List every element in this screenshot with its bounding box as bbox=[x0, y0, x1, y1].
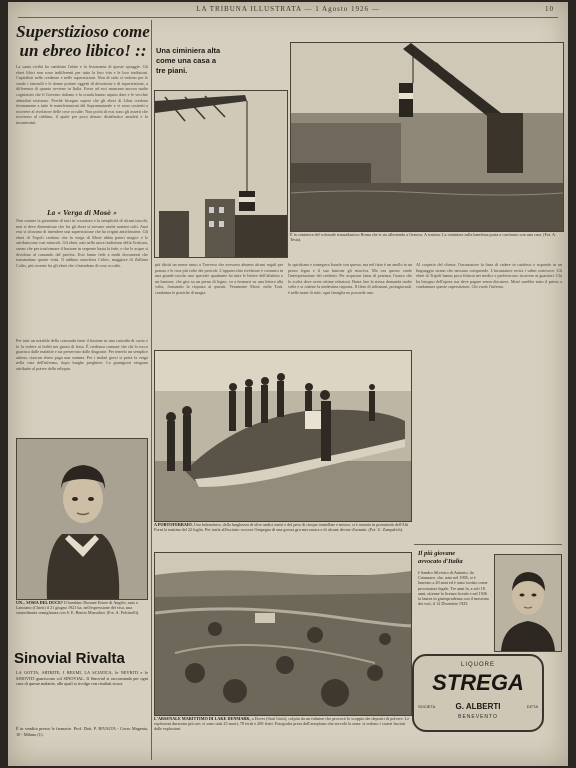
page-number: 10 bbox=[545, 5, 554, 13]
crane-chimney-illustration bbox=[155, 91, 287, 257]
strega-city: BENEVENTO bbox=[458, 714, 498, 720]
article-headline: Superstizioso come un ebreo libico! :: bbox=[16, 22, 150, 60]
whale-caption: A PORTOFERRAIO. Una balenottera, della lunghezza di oltre undici metri e del peso di cinque tonnellate e mezzo, si è arenata in prossimità dell'Alti Forni la mattina del 22 luglio. Per trarla all'asciutto occorse l'impegno di una grossa gru meccanica e di alcune decine d'uomini. (Fot. U. Zampalich). bbox=[154, 522, 409, 533]
sinovial-ad-title: Sinovial Rivalta bbox=[14, 650, 125, 667]
newspaper-page bbox=[8, 2, 568, 766]
article-body-2: Non ostante la giornalaia di tutti in vocazioni e la semplicità di alcuni trucchi, non si deve dimenticare che fra gli ebrei si trovano anche uomini colti. Anzi essi si sforzano di intendere una superstizione che ha origini antichissime. Gli ebrei di Tripoli credono che la verga di Mosè abbia poteri magici e le attribuiscono vari miracoli. Gli ebrei, nati nella sacra tradizione della Scrittura, sanno che per trasformare il bastone in serpente basta la fede, e che le acque si dividono al comando del profeta. Essi fanno fede a molti documenti che tramandano queste virtù. Il rabbino maschera Coltes, maggiore di Zalliner Coltis, più recente fra gli ebrei che s'intendono di cose occulte. bbox=[16, 218, 148, 268]
lake-denmark-photo bbox=[154, 552, 412, 716]
article-subhead: La « Verga di Mosè » bbox=[47, 210, 117, 217]
portrait-illustration bbox=[495, 555, 561, 651]
strega-maker: G. ALBERTI bbox=[455, 702, 501, 711]
column-rule bbox=[151, 20, 152, 760]
article-body-3: Per tutti un notabile della comunità tiene il bastone in una custodia di cuoio e lo fa vedere ai fedeli nei giorni di festa. È credenza comune che chi lo tocca guarisca dalle malattie e sia preservato dalle disgrazie. Per tenerlo un semplice attimo, ciascun ebreo paga una somma. Per i malati gravi si porta la verga nella casa dell'infermo, dopo lunghe preghiere. Le guarigioni vengono attribuite al potere della reliquia. bbox=[16, 338, 148, 371]
middle-col-2: lo spiritismo e rinnegava Israele con questo, ma nel fatto è un anello in un pezzo legno e il suo bastone gli riusciva. Ma ora questo vuole l'interpretazione dei credenti. Per acquistar fama di potenza, l'uomo che lo scolta deve avere ottime relazioni. Basta fare la stessa domanda molte volte e si ottiene la medesima risposta. Il libro di talismani, portagiornali, è nelle mani di tutti; ogni famiglia ne possiede uno. bbox=[288, 262, 412, 295]
boy-photo bbox=[16, 438, 148, 600]
article-body-1: La santa civiltà ha cambiato l'abito e la fisionomia di queste spiaggie. Gli ebrei libici non sono indifferenti per tutta la loro vita e le loro tradizioni. Capitalisti nelle credenze e nelle superstizioni. Non di rado si vedono per le strade i fanciulli e le donne portare oggetti di devozione e di superstizione, a differenza di quanto avviene in Italia. Forse ad essi mancano ancora molte cognizioni che il Governo italiano e la scuola hanno saputo dare e le vecchie abitudini resistono. Perchè bisogna sapere che gli ebrei di Libia credono fermamente a tutte le manifestazioni del Soprannaturale e vi sono costretti a ricorrere al rivelatore delle cose occulte. Non pochi di essi sono gli asserti che ricorrono al rabbino, il quale per poco denaro distribuisce amuleti e fa incantesimi. bbox=[16, 64, 148, 125]
lawyer-caption: è Sandro Silvestro di Antonio, da Catanzaro, che, nato nel 1905, si è laureato a 20 anni ed è stato iscritto come procuratore legale. Tre anni fa, a soli 18 anni, ottenne la licenza liceale e nel 1926 la laurea in giurisprudenza con il massimo dei voti, il 12 Dicembre 1925. bbox=[418, 570, 489, 607]
chimney-photo-left bbox=[154, 90, 288, 258]
chimney-photo-right bbox=[290, 42, 564, 232]
boy-illustration bbox=[17, 439, 147, 599]
harbor-crane-illustration bbox=[291, 43, 563, 231]
middle-col-1: più diritti un nome santo a Traverso che avessero almeno alcuni regali per pranzo e le rose più volte dei pericoli. L'apparecchio rivelatore è costruito in una grande tavola; uno speciale quadrante ha tutte le lettere dell'alfabeto e un bastone, che gira su un perno di legno, va a fermarsi su una lettera alla volta, formando la risposta ai quesiti. Veramente Mosè, nella Torà, condanna le pratiche di magia. bbox=[155, 262, 283, 295]
sinovial-ad-text: LA GOTTA, ARTRITE, I REUMI, LA SCIATICA, le NEVRITI e le SINOVITI guariscono col SINOVIAL. Il Sinovial si raccomanda per ogni cura di queste malattie, alle quali si rivolge con risultati sicuri. bbox=[16, 670, 148, 687]
whale-illustration bbox=[155, 351, 411, 521]
chimney-headline: Una ciminiera alta come una casa a tre piani. bbox=[156, 46, 221, 75]
lake-caption: L'ARSENALE MARITTIMO DI LAKE DENMARK, a Dover (Stati Uniti), colpito da un fulmine che provocò lo scoppio dei depositi di polvere. Le esplosioni durarono più ore; vi sono stati 25 morti, 78 feriti e 200 feriti. Fotografia presa dell'aeroplano che sorvolò la zona: si vedono i crateri lasciati dalle esplosioni. bbox=[154, 716, 410, 732]
boy-caption: UN... SOSIA DEL DUCE? Il bambino Durante Ettore di Angelo, nato a Lanciano (Chieti) il 21 giugno 1921 ha, nell'espressione del viso, una straordinaria somiglianza con S. E. Benito Mussolini. (Fot. A. Polcinelli). bbox=[16, 600, 140, 616]
lawyer-portrait bbox=[494, 554, 562, 652]
strega-brand: STREGA bbox=[432, 670, 524, 695]
page-header bbox=[18, 5, 558, 18]
right-col-text: Al cospetto del cliente, l'incantatore fa finta di cadere in catalessi e risponde in un linguaggio strano che nessuno comprende. L'incantatore recita i salmi sottovoce. Gli ebrei di Tripoli hanno poca fiducia nei medici e preferiscono ricorrere ai guaritori. Chi ha bisogno dell'opera sua deve pagare senza discutere. Mosè sarebbe stato il primo a condannare queste superstizioni. Chi vuole l'inferno. bbox=[416, 262, 562, 290]
lawyer-title: Il più giovane avvocato d'Italia bbox=[418, 550, 463, 565]
strega-ad bbox=[412, 654, 544, 732]
strega-left-label: SOCIETA bbox=[418, 704, 436, 709]
masthead-title: LA TRIBUNA ILLUSTRATA bbox=[196, 5, 302, 13]
chimney-caption: È la ciminiera del colossale transatlantico Roma che si sta allestendo a Genova. A sinistra: La ciminiera sulla banchina posta a confronto con una casa. (Fot. A. Testa). bbox=[290, 232, 557, 243]
sinovial-ad-footer: È in vendita presso le farmacie. Prof. Dott. P. RIVALTA - Corso Magenta, 10 - Milano (1). bbox=[16, 726, 148, 737]
section-rule bbox=[414, 544, 562, 545]
aerial-landscape-illustration bbox=[155, 553, 411, 715]
strega-right-label: DITTA bbox=[526, 704, 538, 709]
strega-small-label: LIQUORE bbox=[460, 662, 495, 668]
header-date: — 1 Agosto 1926 — bbox=[304, 5, 380, 13]
whale-photo bbox=[154, 350, 412, 522]
